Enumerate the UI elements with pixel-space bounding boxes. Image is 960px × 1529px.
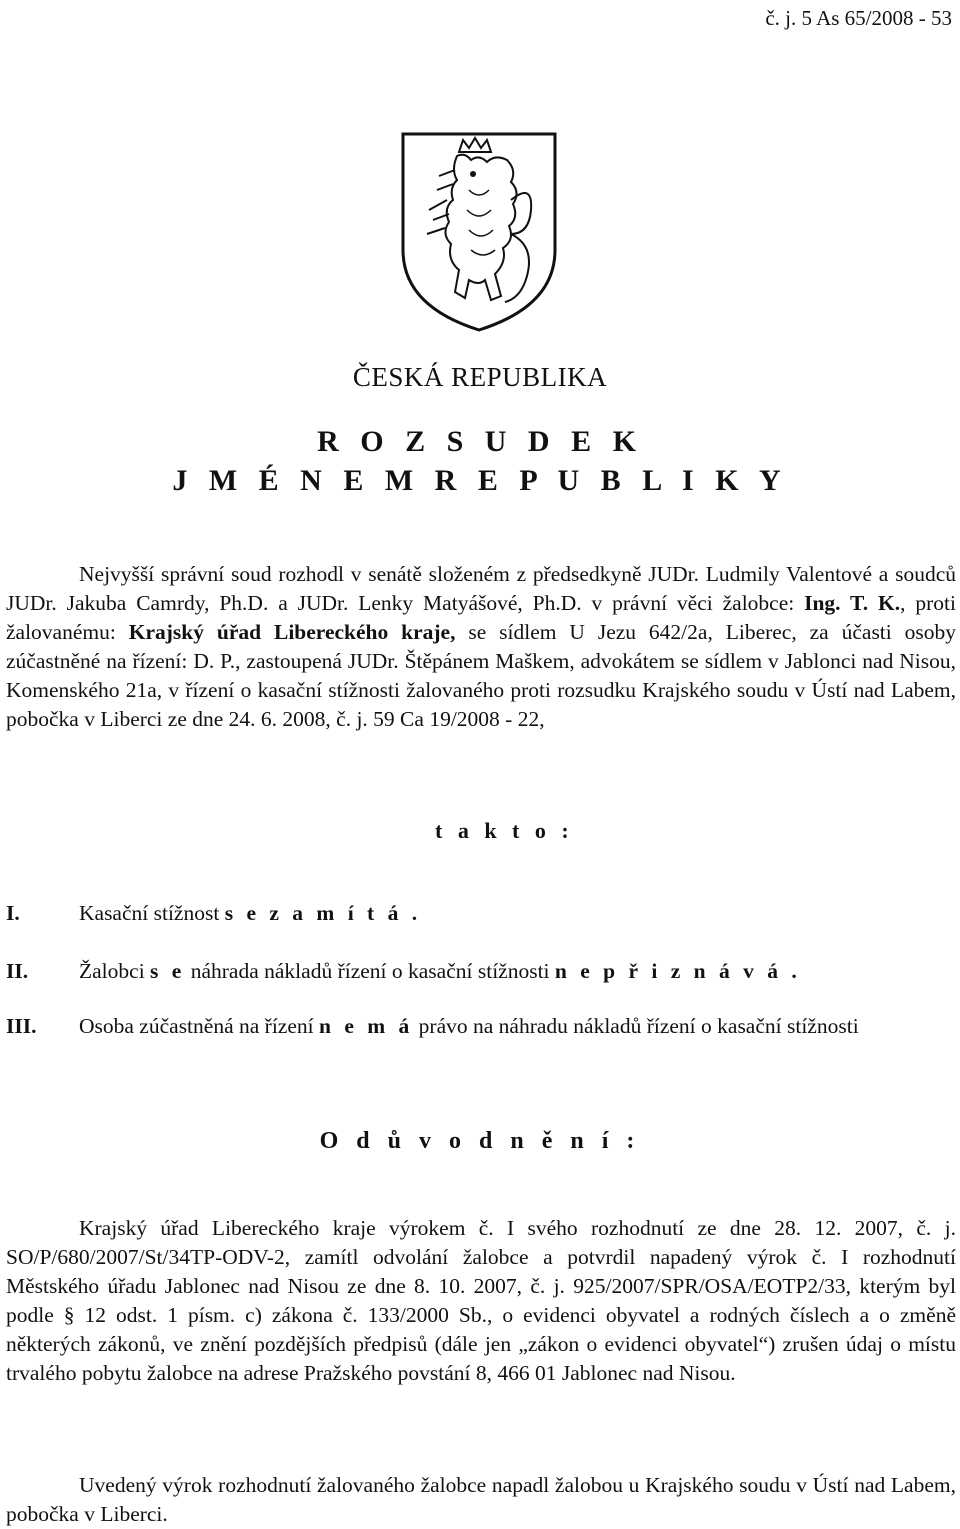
reasoning-paragraph: Krajský úřad Libereckého kraje výrokem č. I svého rozhodnutí ze dne 28. 12. 2007, č. j. SO/P/680/2007/St/34TP-ODV-2, zamítl odvolání žalobce a potvrdil napadený výrok č. I rozhodnutí Městského úřadu Jablonec nad Nisou ze dne 8. 10. 2007, č. j. 925/2007/SPR/OSA/EOTP2/33, kterým byl podle § 12 odst. 1 písm. c) zákona č. 133/2000 Sb., o evidenci obyvatel a rodných číslech a o změně některých zákonů, ve znění pozdějších předpisů (dále jen „zákon o evidenci obyvatel“) zrušen údaj o místu trvalého pobytu žalobce na adrese Pražského povstání 8, 466 01 Jablonec nad Nisou. <box>6 1216 956 1385</box>
verdict-number: II. <box>6 959 29 983</box>
reasoning-paragraph: Uvedený výrok rozhodnutí žalovaného žalobce napadl žalobou u Krajského soudu v Ústí nad Labem, pobočka v Liberci. <box>6 1473 956 1526</box>
judgment-subtitle: J M É N E M R E P U B L I K Y <box>172 464 788 497</box>
state-name: ČESKÁ REPUBLIKA <box>352 362 608 392</box>
verdict-number: I. <box>6 901 20 925</box>
intro-paragraph: Nejvyšší správní soud rozhodl v senátě složeném z předsedkyně JUDr. Ludmily Valentové a soudců JUDr. Jakuba Camrdy, Ph.D. a JUDr. Lenky Matyášové, Ph.D. v právní věci žalobce: Ing. T. K., proti žalovanému: Krajský úřad Libereckého kraje, se sídlem U Jezu 642/2a, Liberec, za účasti osoby zúčastněné na řízení: D. P., zastoupená JUDr. Štěpánem Maškem, advokátem se sídlem v Jablonci nad Nisou, Komenského 21a, v řízení o kasační stížnosti žalovaného proti rozsudku Krajského soudu v Ústí nad Labem, pobočka v Liberci ze dne 24. 6. 2008, č. j. 59 Ca 19/2008 - 22, <box>6 562 957 731</box>
state-emblem-lion-icon <box>399 130 559 334</box>
reasoning-heading: O d ů v o d n ě n í : <box>319 1128 641 1154</box>
defendant-name: Krajský úřad Libereckého kraje, <box>128 620 456 644</box>
plaintiff-name: Ing. T. K. <box>804 591 901 615</box>
verdict-number: III. <box>6 1014 37 1038</box>
case-reference: č. j. 5 As 65/2008 - 53 <box>765 6 952 30</box>
takto-heading: t a k t o : <box>435 818 574 843</box>
judgment-title: R O Z S U D E K <box>317 425 643 458</box>
